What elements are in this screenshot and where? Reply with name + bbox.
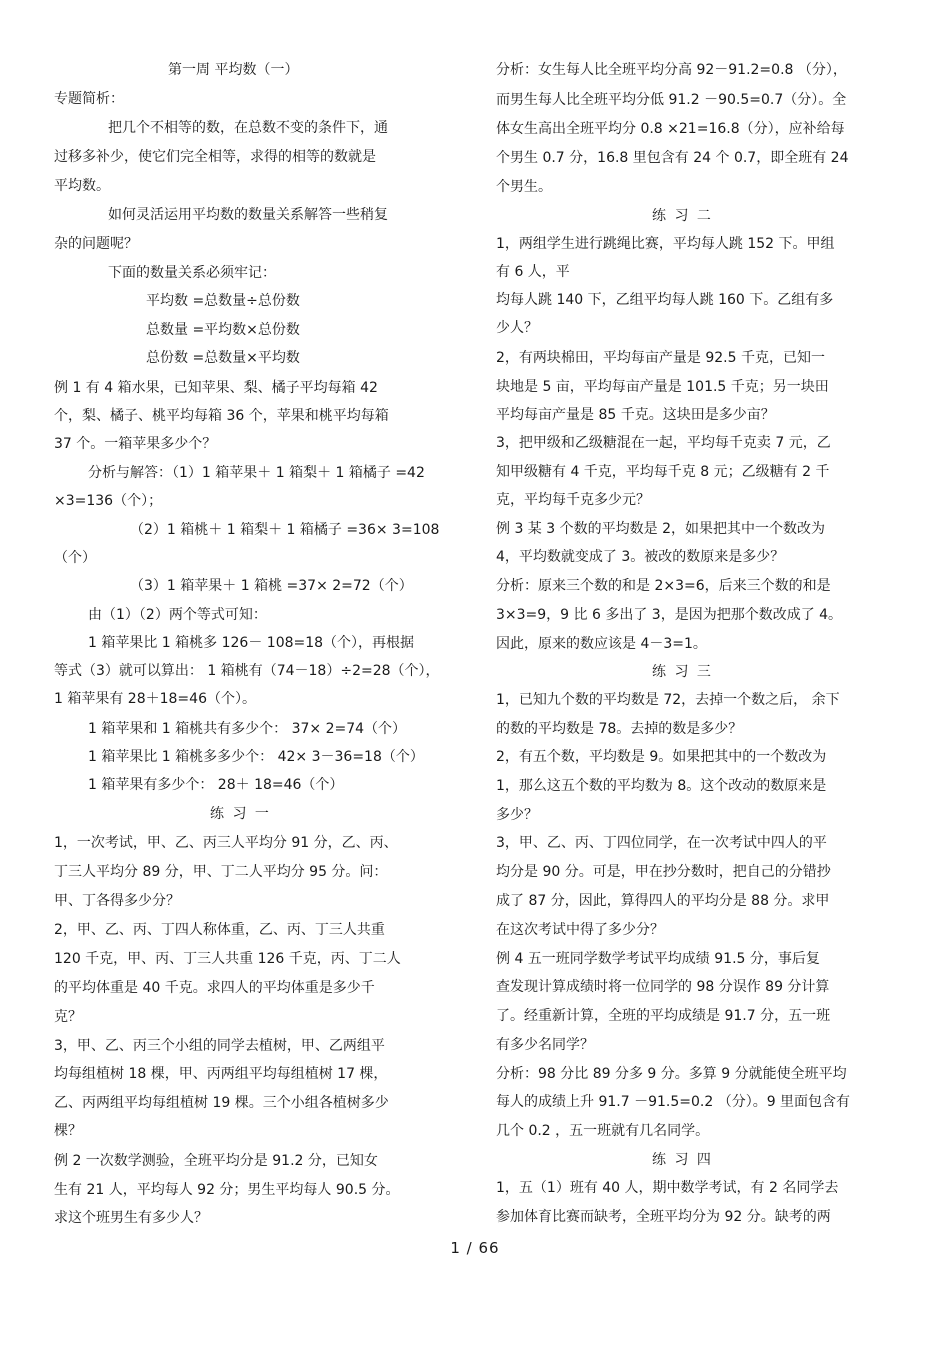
text-line: 2，有两块棉田，平均每亩产量是 92.5 千克，已知一 (496, 350, 825, 366)
text-line: 如何灵活运用平均数的数量关系解答一些稍复 (108, 207, 388, 223)
text-line: 在这次考试中得了多少分？ (496, 922, 664, 938)
text-line: 个，梨、橘子、桃平均每箱 36 个，苹果和桃平均每箱 (54, 408, 389, 424)
text-line: 求这个班男生有多少人？ (54, 1210, 208, 1226)
text-line: 分析：女生每人比全班平均分高 92－91.2=0.8 （分）， (496, 62, 847, 78)
text-line: 3，甲、乙、丙、丁四位同学，在一次考试中四人的平 (496, 835, 827, 851)
text-line: 甲、丁各得多少分？ (54, 893, 180, 909)
page-number: 1 / 66 (450, 1239, 500, 1257)
text-line: 3，把甲级和乙级糖混在一起，平均每千克卖 7 元，乙 (496, 435, 831, 451)
text-line: 4，平均数就变成了 3。被改的数原来是多少？ (496, 549, 785, 565)
text-line: 过移多补少，使它们完全相等，求得的相等的数就是 (54, 149, 376, 165)
text-line: 例 2 一次数学测验，全班平均分是 91.2 分，已知女 (54, 1153, 378, 1169)
text-line: 1，五（1）班有 40 人，期中数学考试，有 2 名同学去 (496, 1180, 839, 1196)
text-line: 专题简析： (54, 91, 124, 107)
text-line: 均分是 90 分。可是，甲在抄分数时，把自己的分错抄 (496, 864, 831, 880)
text-line: 体女生高出全班平均分 0.8 ×21=16.8（分），应补给每 (496, 121, 845, 137)
text-line: 而男生每人比全班平均分低 91.2 －90.5=0.7（分）。全 (496, 92, 847, 108)
text-line: 均每人跳 140 下，乙组平均每人跳 160 下。乙组有多 (496, 292, 834, 308)
text-line: 1 箱苹果比 1 箱桃多多少个： 42× 3－36=18（个） (88, 749, 424, 765)
text-line: （3）1 箱苹果＋ 1 箱桃 =37× 2=72（个） (130, 578, 413, 594)
text-line: 37 个。一箱苹果多少个？ (54, 436, 217, 452)
text-line: 的数的平均数是 78。去掉的数是多少？ (496, 721, 743, 737)
text-line: 平均每亩产量是 85 千克。这块田是多少亩？ (496, 407, 775, 423)
text-line: 1 箱苹果有 28＋18=46（个）。 (54, 691, 256, 707)
text-line: 有 6 人，平 (496, 264, 570, 280)
text-line: 棵？ (54, 1123, 82, 1139)
text-line: 2，有五个数，平均数是 9。如果把其中的一个数改为 (496, 749, 827, 765)
text-line: 乙、丙两组平均每组植树 19 棵。三个小组各植树多少 (54, 1095, 389, 1111)
text-line: 丁三人平均分 89 分，甲、丁二人平均分 95 分。问： (54, 864, 388, 880)
text-line: 3，甲、乙、丙三个小组的同学去植树，甲、乙两组平 (54, 1038, 385, 1054)
text-line: 总数量 =平均数×总份数 (146, 322, 300, 338)
section-heading: 练 习 三 (652, 664, 713, 680)
text-line: 1，那么这五个数的平均数为 8。这个改动的数原来是 (496, 778, 827, 794)
text-line: 个男生 0.7 分，16.8 里包含有 24 个 0.7，即全班有 24 (496, 150, 849, 166)
text-line: 少人？ (496, 320, 538, 336)
text-line: 1 箱苹果有多少个： 28＋ 18=46（个） (88, 777, 344, 793)
text-line: 1，两组学生进行跳绳比赛，平均每人跳 152 下。甲组 (496, 236, 835, 252)
text-line: 下面的数量关系必须牢记： (108, 265, 276, 281)
text-line: 120 千克，甲、丙、丁三人共重 126 千克，丙、丁二人 (54, 951, 401, 967)
text-line: ×3=136（个）； (54, 493, 163, 509)
section-heading: 练 习 二 (652, 208, 713, 224)
text-line: 参加体育比赛而缺考，全班平均分为 92 分。缺考的两 (496, 1209, 831, 1225)
text-line: 平均数 =总数量÷总份数 (146, 293, 300, 309)
text-line: 把几个不相等的数，在总数不变的条件下，通 (108, 120, 388, 136)
text-line: （2）1 箱桃＋ 1 箱梨＋ 1 箱橘子 =36× 3=108 (130, 522, 440, 538)
text-line: 个男生。 (496, 179, 552, 195)
text-line: （个） (54, 550, 96, 566)
text-line: 等式（3）就可以算出： 1 箱桃有（74－18）÷2=28（个）， (54, 663, 440, 679)
text-line: 2，甲、乙、丙、丁四人称体重，乙、丙、丁三人共重 (54, 922, 385, 938)
text-line: 有多少名同学？ (496, 1037, 594, 1053)
text-line: 例 1 有 4 箱水果，已知苹果、梨、橘子平均每箱 42 (54, 380, 378, 396)
section-heading: 练 习 四 (652, 1152, 713, 1168)
text-line: 3×3=9，9 比 6 多出了 3，是因为把那个数改成了 4。 (496, 607, 843, 623)
text-line: 分析：98 分比 89 分多 9 分。多算 9 分就能使全班平均 (496, 1066, 847, 1082)
section-heading: 练 习 一 (210, 806, 271, 822)
text-line: 成了 87 分，因此，算得四人的平均分是 88 分。求甲 (496, 893, 830, 909)
text-line: 第一周 平均数（一） (168, 62, 299, 78)
text-line: 知甲级糖有 4 千克，平均每千克 8 元；乙级糖有 2 千 (496, 464, 830, 480)
text-line: 均每组植树 18 棵，甲、丙两组平均每组植树 17 棵， (54, 1066, 388, 1082)
text-line: 由（1）（2）两个等式可知： (88, 607, 267, 623)
text-line: 例 3 某 3 个数的平均数是 2，如果把其中一个数改为 (496, 521, 825, 537)
text-line: 平均数。 (54, 178, 110, 194)
text-line: 多少？ (496, 807, 538, 823)
text-line: 克，平均每千克多少元？ (496, 492, 650, 508)
text-line: 的平均体重是 40 千克。求四人的平均体重是多少千 (54, 980, 375, 996)
text-line: 例 4 五一班同学数学考试平均成绩 91.5 分，事后复 (496, 951, 820, 967)
text-line: 分析与解答：（1）1 箱苹果＋ 1 箱梨＋ 1 箱橘子 =42 (88, 465, 425, 481)
text-line: 1 箱苹果比 1 箱桃多 126－ 108=18（个），再根据 (88, 635, 415, 651)
text-line: 杂的问题呢？ (54, 236, 138, 252)
text-line: 克？ (54, 1009, 82, 1025)
text-line: 块地是 5 亩，平均每亩产量是 101.5 千克；另一块田 (496, 379, 829, 395)
text-line: 每人的成绩上升 91.7 －91.5=0.2 （分）。9 里面包含有 (496, 1094, 851, 1110)
text-line: 分析：原来三个数的和是 2×3=6，后来三个数的和是 (496, 578, 831, 594)
text-line: 查发现计算成绩时将一位同学的 98 分误作 89 分计算 (496, 979, 830, 995)
text-line: 了。经重新计算，全班的平均成绩是 91.7 分，五一班 (496, 1008, 831, 1024)
text-line: 总份数 =总数量×平均数 (146, 350, 300, 366)
text-line: 几个 0.2 ，五一班就有几名同学。 (496, 1123, 710, 1139)
text-line: 因此，原来的数应该是 4－3=1。 (496, 636, 707, 652)
text-line: 1 箱苹果和 1 箱桃共有多少个： 37× 2=74（个） (88, 721, 407, 737)
text-line: 1，已知九个数的平均数是 72，去掉一个数之后， 余下 (496, 692, 840, 708)
text-line: 1，一次考试，甲、乙、丙三人平均分 91 分，乙、丙、 (54, 835, 398, 851)
text-line: 生有 21 人，平均每人 92 分；男生平均每人 90.5 分。 (54, 1182, 400, 1198)
